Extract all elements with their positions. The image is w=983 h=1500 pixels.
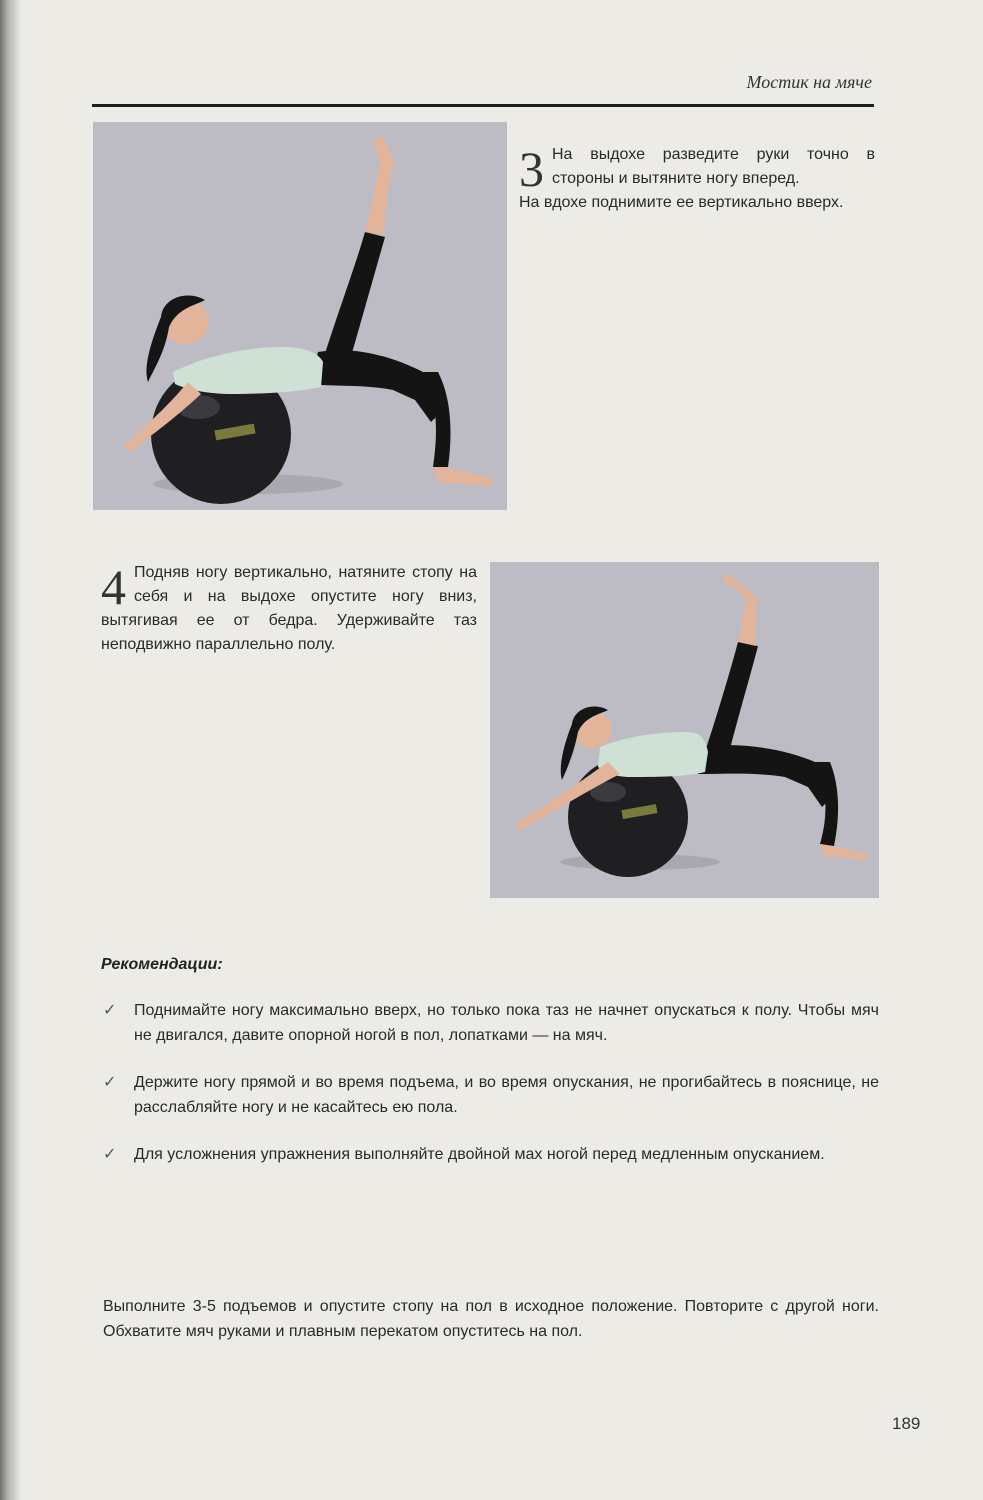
step-4-text (101, 561, 477, 657)
recommendation-text: Для усложнения упражнения выполняйте двойной мах ногой перед медленным опусканием. (134, 1146, 825, 1163)
photo-figure-step-4 (490, 562, 879, 898)
list-item (101, 1070, 879, 1120)
list-item (101, 1142, 879, 1167)
step-number: 3 (519, 141, 544, 197)
final-instructions: Выполните 3-5 подъемов и опустите стопу на пол в исходное положение. Повторите с другой ноги. Обхватите мяч руками и плавным перекатом опуститесь на пол. (103, 1298, 879, 1340)
checkmark-icon: ✓ (103, 1074, 117, 1091)
checkmark-icon: ✓ (103, 1002, 117, 1019)
recommendation-text: Поднимайте ногу максимально вверх, но только пока таз не начнет опускаться к полу. Чтобы мяч не двигался, давите опорной ногой в пол, лопатками — на мяч. (134, 1002, 879, 1044)
step-paragraph: На вдохе поднимите ее вертикально вверх. (519, 194, 844, 211)
page-header (92, 70, 874, 107)
recommendations-title: Рекомендации: (101, 956, 223, 973)
step-paragraph: На выдохе разведите руки точно в стороны и вытяните ногу вперед. (552, 146, 875, 187)
exercise-photo-step-3 (93, 122, 507, 510)
recommendation-text: Держите ногу прямой и во время подъема, и во время опускания, не прогибайтесь в пояснице, не расслабляйте ногу и не касайтесь ею пола. (134, 1074, 879, 1116)
exercise-photo-step-4 (490, 562, 879, 898)
list-item (101, 998, 879, 1048)
checkmark-icon: ✓ (103, 1146, 117, 1163)
step-3-text (519, 143, 875, 215)
recommendations-list (101, 998, 879, 1189)
step-number: 4 (101, 559, 126, 615)
running-title: Мостик на мяче (746, 72, 872, 92)
photo-figure-step-3 (93, 122, 507, 510)
page-number: 189 (892, 1414, 921, 1433)
step-paragraph: Подняв ногу вертикально, натяните стопу на себя и на выдохе опустите ногу вниз, вытягивая ее от бедра. Удерживайте таз неподвижно параллельно полу. (101, 564, 477, 653)
book-spine-shadow (0, 0, 22, 1500)
